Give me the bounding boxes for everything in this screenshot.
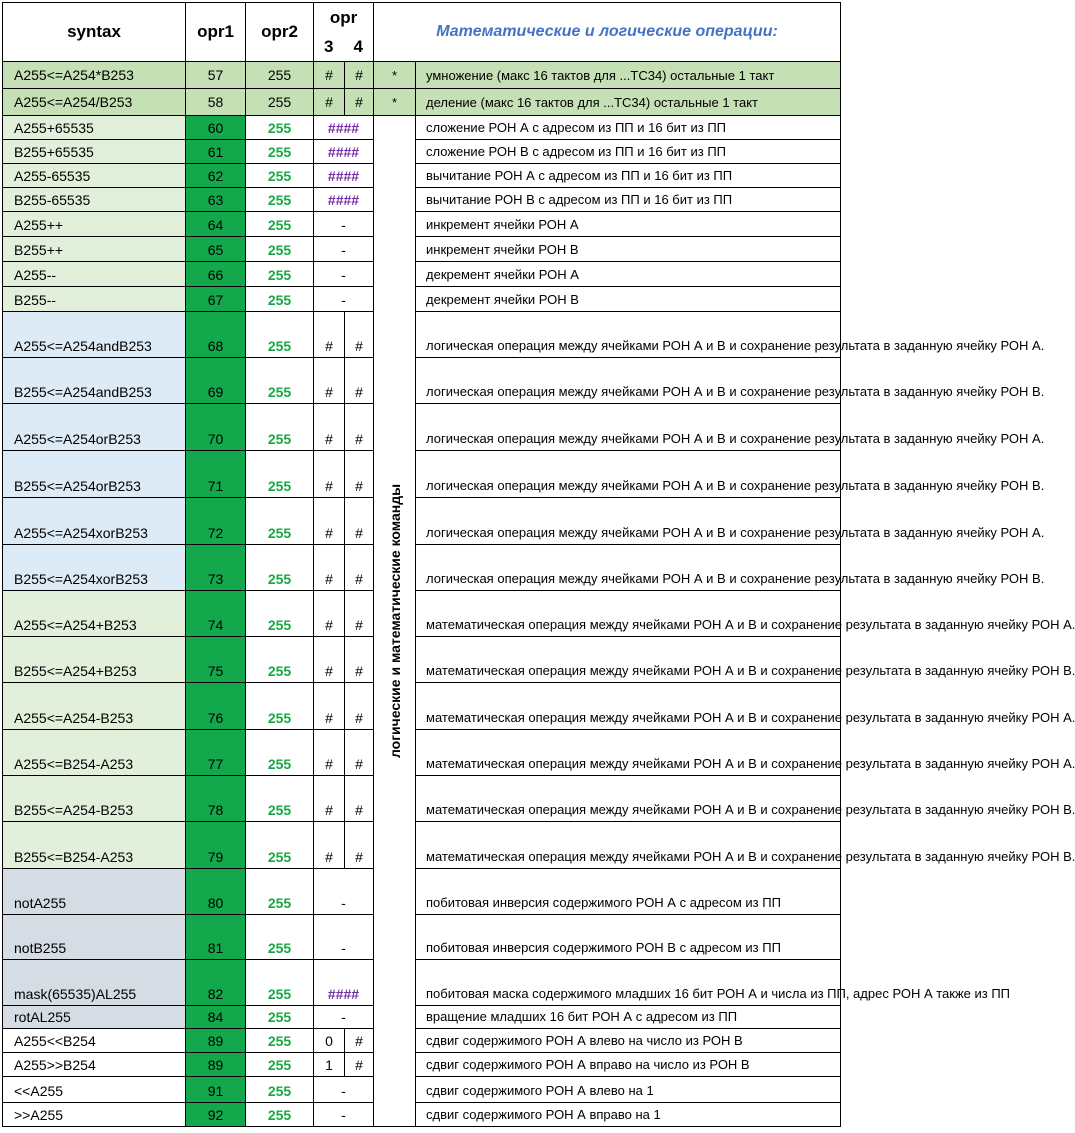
- syntax-cell: A255<=A254-B253: [3, 683, 186, 730]
- opr3-cell: #: [314, 89, 345, 116]
- opr1-cell: 69: [186, 358, 246, 404]
- opr2-cell: 255: [246, 915, 314, 960]
- opr34-cell: ####: [314, 960, 374, 1006]
- table-row: [3, 188, 841, 212]
- opr2-cell: 255: [246, 683, 314, 730]
- opr4-cell: #: [345, 451, 374, 498]
- opr2-cell: 255: [246, 545, 314, 591]
- opr3-cell: #: [314, 358, 345, 404]
- opr2-cell: 255: [246, 140, 314, 164]
- opr1-cell: 92: [186, 1103, 246, 1127]
- opr4-cell: #: [345, 1053, 374, 1077]
- opr2-cell: 255: [246, 116, 314, 140]
- description-cell: сдвиг содержимого РОН А вправо на число из РОН В: [416, 1053, 841, 1077]
- table-row: [3, 212, 841, 237]
- syntax-cell: <<A255: [3, 1077, 186, 1103]
- table-row: [3, 498, 841, 545]
- opr4-cell: #: [345, 683, 374, 730]
- description-cell: логическая операция между ячейками РОН А и В и сохранение результата в заданную ячейку РОН В.: [416, 451, 841, 498]
- header-opr2: opr2: [246, 3, 314, 62]
- opr2-cell: 255: [246, 1029, 314, 1053]
- description-cell: математическая операция между ячейками РОН А и В и сохранение результата в заданную ячейку РОН А.: [416, 683, 841, 730]
- syntax-cell: B255+65535: [3, 140, 186, 164]
- table-row: [3, 776, 841, 822]
- opr1-cell: 80: [186, 869, 246, 915]
- opr2-cell: 255: [246, 89, 314, 116]
- description-cell: логическая операция между ячейками РОН А и В и сохранение результата в заданную ячейку РОН А.: [416, 498, 841, 545]
- opr1-cell: 75: [186, 637, 246, 683]
- header-title: Математические и логические операции:: [374, 3, 841, 62]
- opr2-cell: 255: [246, 262, 314, 287]
- table-row: [3, 404, 841, 451]
- opr34-cell: -: [314, 237, 374, 262]
- syntax-cell: B255++: [3, 237, 186, 262]
- description-cell: математическая операция между ячейками РОН А и В и сохранение результата в заданную ячейку РОН А.: [416, 730, 841, 776]
- opr1-cell: 73: [186, 545, 246, 591]
- description-cell: инкремент ячейки РОН А: [416, 212, 841, 237]
- syntax-cell: B255<=A254-B253: [3, 776, 186, 822]
- opr1-cell: 82: [186, 960, 246, 1006]
- opr3-cell: #: [314, 545, 345, 591]
- opr1-cell: 67: [186, 287, 246, 312]
- opr1-cell: 57: [186, 62, 246, 89]
- opr34-cell: ####: [314, 164, 374, 188]
- description-cell: математическая операция между ячейками РОН А и В и сохранение результата в заданную ячейку РОН А.: [416, 591, 841, 637]
- syntax-cell: A255+65535: [3, 116, 186, 140]
- description-cell: сдвиг содержимого РОН А вправо на 1: [416, 1103, 841, 1127]
- table-row: [3, 591, 841, 637]
- opr1-cell: 70: [186, 404, 246, 451]
- table-row: [3, 1029, 841, 1053]
- opr34-cell: ####: [314, 140, 374, 164]
- syntax-cell: notA255: [3, 869, 186, 915]
- description-cell: сложение РОН В с адресом из ПП и 16 бит из ПП: [416, 140, 841, 164]
- opr2-cell: 255: [246, 869, 314, 915]
- description-cell: логическая операция между ячейками РОН А и В и сохранение результата в заданную ячейку РОН В.: [416, 358, 841, 404]
- mark-cell: *: [374, 62, 416, 89]
- table-row: [3, 915, 841, 960]
- table-row: [3, 358, 841, 404]
- table-row: [3, 237, 841, 262]
- table-row: [3, 545, 841, 591]
- description-cell: побитовая инверсия содержимого РОН В с адресом из ПП: [416, 915, 841, 960]
- syntax-cell: >>A255: [3, 1103, 186, 1127]
- table-row: [3, 1053, 841, 1077]
- description-cell: сложение РОН А с адресом из ПП и 16 бит из ПП: [416, 116, 841, 140]
- opr34-cell: -: [314, 869, 374, 915]
- syntax-cell: A255<=A254andB253: [3, 312, 186, 358]
- syntax-cell: A255<=A254*B253: [3, 62, 186, 89]
- opr1-cell: 78: [186, 776, 246, 822]
- opr34-cell: -: [314, 1006, 374, 1029]
- opr3-cell: #: [314, 498, 345, 545]
- description-cell: вращение младших 16 бит РОН А с адресом из ПП: [416, 1006, 841, 1029]
- opr2-cell: 255: [246, 164, 314, 188]
- description-cell: вычитание РОН А с адресом из ПП и 16 бит из ПП: [416, 164, 841, 188]
- description-cell: умножение (макс 16 тактов для ...TC34) остальные 1 такт: [416, 62, 841, 89]
- syntax-cell: mask(65535)AL255: [3, 960, 186, 1006]
- opr2-cell: 255: [246, 188, 314, 212]
- syntax-cell: A255<=A254/B253: [3, 89, 186, 116]
- opr3-cell: 0: [314, 1029, 345, 1053]
- opr34-cell: ####: [314, 188, 374, 212]
- operations-table: [2, 2, 1075, 1127]
- opr2-cell: 255: [246, 212, 314, 237]
- opr4-cell: #: [345, 591, 374, 637]
- opr4-cell: #: [345, 637, 374, 683]
- opr1-cell: 71: [186, 451, 246, 498]
- opr2-cell: 255: [246, 637, 314, 683]
- opr3-cell: 1: [314, 1053, 345, 1077]
- opr3-cell: #: [314, 683, 345, 730]
- opr1-cell: 58: [186, 89, 246, 116]
- opr1-cell: 81: [186, 915, 246, 960]
- header-syntax: syntax: [3, 3, 186, 62]
- opr3-cell: #: [314, 730, 345, 776]
- description-cell: сдвиг содержимого РОН А влево на число из РОН В: [416, 1029, 841, 1053]
- opr4-cell: #: [345, 404, 374, 451]
- syntax-cell: B255<=B254-A253: [3, 822, 186, 869]
- table-row: [3, 637, 841, 683]
- opr2-cell: 255: [246, 1053, 314, 1077]
- description-cell: вычитание РОН В с адресом из ПП и 16 бит из ПП: [416, 188, 841, 212]
- opr3-cell: #: [314, 312, 345, 358]
- syntax-cell: notB255: [3, 915, 186, 960]
- opr3-cell: #: [314, 637, 345, 683]
- opr1-cell: 91: [186, 1077, 246, 1103]
- opr34-cell: -: [314, 212, 374, 237]
- table-row: [3, 287, 841, 312]
- description-cell: математическая операция между ячейками РОН А и В и сохранение результата в заданную ячейку РОН В.: [416, 776, 841, 822]
- opr4-cell: #: [345, 822, 374, 869]
- syntax-cell: B255<=A254orB253: [3, 451, 186, 498]
- table-row: [3, 262, 841, 287]
- header-opr-top: opr: [329, 7, 358, 27]
- opr4-cell: #: [345, 1029, 374, 1053]
- description-cell: побитовая инверсия содержимого РОН А с адресом из ПП: [416, 869, 841, 915]
- syntax-cell: B255<=A254andB253: [3, 358, 186, 404]
- opr2-cell: 255: [246, 451, 314, 498]
- description-cell: логическая операция между ячейками РОН А и В и сохранение результата в заданную ячейку РОН В.: [416, 545, 841, 591]
- opr1-cell: 62: [186, 164, 246, 188]
- opr34-cell: -: [314, 915, 374, 960]
- opr1-cell: 68: [186, 312, 246, 358]
- description-cell: логическая операция между ячейками РОН А и В и сохранение результата в заданную ячейку РОН А.: [416, 312, 841, 358]
- opr1-cell: 63: [186, 188, 246, 212]
- opr1-cell: 66: [186, 262, 246, 287]
- opr3-cell: #: [314, 822, 345, 869]
- description-cell: декремент ячейки РОН А: [416, 262, 841, 287]
- table-row: [3, 869, 841, 915]
- opr4-cell: #: [345, 498, 374, 545]
- syntax-cell: B255<=A254xorB253: [3, 545, 186, 591]
- opr4-cell: #: [345, 62, 374, 89]
- opr3-cell: #: [314, 451, 345, 498]
- syntax-cell: rotAL255: [3, 1006, 186, 1029]
- syntax-cell: A255<=A254+B253: [3, 591, 186, 637]
- table-row: [3, 1006, 841, 1029]
- description-cell: математическая операция между ячейками РОН А и В и сохранение результата в заданную ячейку РОН В.: [416, 822, 841, 869]
- opr4-cell: #: [345, 89, 374, 116]
- opr3-cell: #: [314, 62, 345, 89]
- description-cell: сдвиг содержимого РОН А влево на 1: [416, 1077, 841, 1103]
- opr1-cell: 76: [186, 683, 246, 730]
- table-row: [3, 116, 841, 140]
- header-opr4: 4: [353, 36, 363, 56]
- opr3-cell: #: [314, 404, 345, 451]
- opr4-cell: #: [345, 358, 374, 404]
- header-opr34: [314, 3, 374, 62]
- opr2-cell: 255: [246, 237, 314, 262]
- table-row: [3, 683, 841, 730]
- header-opr3: 3: [324, 36, 334, 56]
- table-row: [3, 960, 841, 1006]
- opr1-cell: 72: [186, 498, 246, 545]
- table-row: [3, 89, 841, 116]
- opr2-cell: 255: [246, 1103, 314, 1127]
- opr34-cell: -: [314, 262, 374, 287]
- opr4-cell: #: [345, 730, 374, 776]
- syntax-cell: A255<=A254xorB253: [3, 498, 186, 545]
- syntax-cell: A255++: [3, 212, 186, 237]
- opr4-cell: #: [345, 312, 374, 358]
- syntax-cell: A255<=B254-A253: [3, 730, 186, 776]
- opr2-cell: 255: [246, 960, 314, 1006]
- opr1-cell: 77: [186, 730, 246, 776]
- opr1-cell: 89: [186, 1053, 246, 1077]
- opr1-cell: 65: [186, 237, 246, 262]
- opr1-cell: 79: [186, 822, 246, 869]
- syntax-cell: A255-65535: [3, 164, 186, 188]
- description-cell: декремент ячейки РОН В: [416, 287, 841, 312]
- opr2-cell: 255: [246, 730, 314, 776]
- table-row: [3, 451, 841, 498]
- syntax-cell: A255>>B254: [3, 1053, 186, 1077]
- table-row: [3, 62, 841, 89]
- table-row: [3, 1077, 841, 1103]
- mark-cell: *: [374, 89, 416, 116]
- opr2-cell: 255: [246, 498, 314, 545]
- opr2-cell: 255: [246, 776, 314, 822]
- description-cell: побитовая маска содержимого младших 16 бит РОН А и числа из ПП, адрес РОН А также из ПП: [416, 960, 841, 1006]
- side-label: логические и математические команды: [386, 483, 403, 759]
- description-cell: математическая операция между ячейками РОН А и В и сохранение результата в заданную ячейку РОН В.: [416, 637, 841, 683]
- opr34-cell: -: [314, 287, 374, 312]
- syntax-cell: A255<<B254: [3, 1029, 186, 1053]
- opr1-cell: 74: [186, 591, 246, 637]
- opr3-cell: #: [314, 591, 345, 637]
- opr2-cell: 255: [246, 822, 314, 869]
- opr1-cell: 64: [186, 212, 246, 237]
- table-row: [3, 822, 841, 869]
- table-row: [3, 312, 841, 358]
- opr1-cell: 60: [186, 116, 246, 140]
- syntax-cell: B255--: [3, 287, 186, 312]
- opr2-cell: 255: [246, 1006, 314, 1029]
- syntax-cell: B255-65535: [3, 188, 186, 212]
- syntax-cell: A255--: [3, 262, 186, 287]
- table-row: [3, 140, 841, 164]
- description-cell: логическая операция между ячейками РОН А и В и сохранение результата в заданную ячейку РОН А.: [416, 404, 841, 451]
- header-opr1: opr1: [186, 3, 246, 62]
- opr34-cell: ####: [314, 116, 374, 140]
- header-row: [3, 3, 841, 62]
- opr4-cell: #: [345, 776, 374, 822]
- opr2-cell: 255: [246, 404, 314, 451]
- opr1-cell: 89: [186, 1029, 246, 1053]
- opr2-cell: 255: [246, 62, 314, 89]
- table-row: [3, 730, 841, 776]
- table-row: [3, 164, 841, 188]
- opr34-cell: -: [314, 1103, 374, 1127]
- opr2-cell: 255: [246, 358, 314, 404]
- opr34-cell: -: [314, 1077, 374, 1103]
- opr2-cell: 255: [246, 1077, 314, 1103]
- opr3-cell: #: [314, 776, 345, 822]
- description-cell: деление (макс 16 тактов для ...TC34) остальные 1 такт: [416, 89, 841, 116]
- opr2-cell: 255: [246, 312, 314, 358]
- syntax-cell: A255<=A254orB253: [3, 404, 186, 451]
- opr1-cell: 61: [186, 140, 246, 164]
- opr2-cell: 255: [246, 591, 314, 637]
- opr4-cell: #: [345, 545, 374, 591]
- description-cell: инкремент ячейки РОН В: [416, 237, 841, 262]
- opr1-cell: 84: [186, 1006, 246, 1029]
- table-row: [3, 1103, 841, 1127]
- side-label-cell: [374, 116, 416, 1127]
- opr2-cell: 255: [246, 287, 314, 312]
- syntax-cell: B255<=A254+B253: [3, 637, 186, 683]
